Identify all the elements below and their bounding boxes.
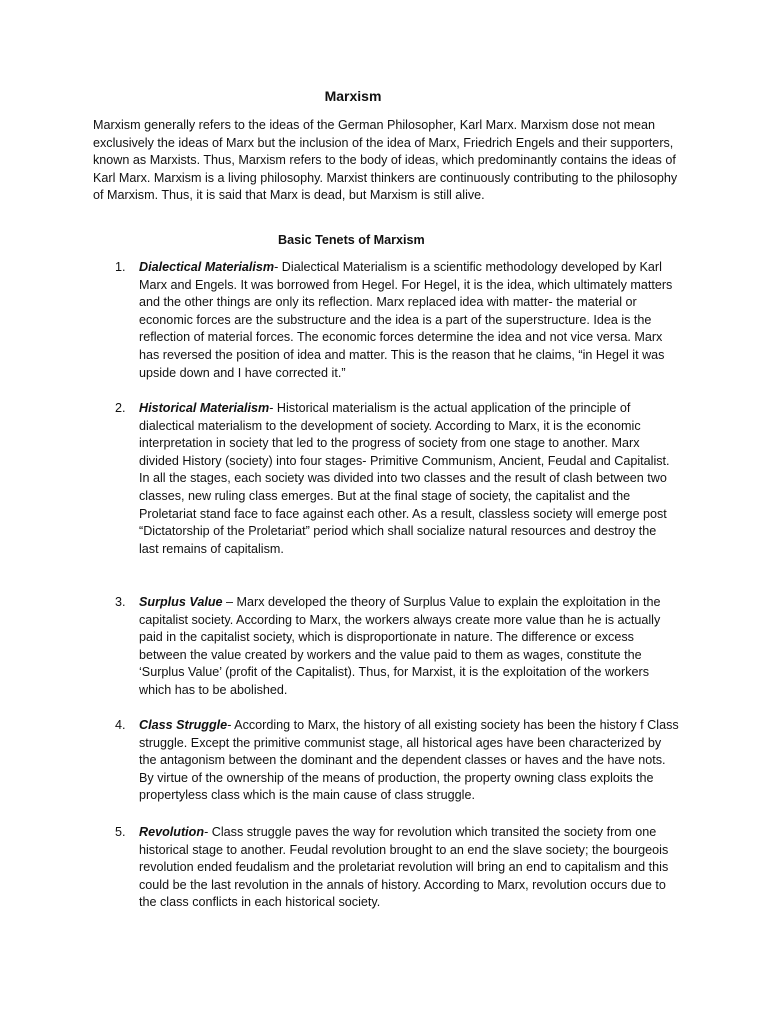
tenet-item-surplus-value (115, 594, 679, 700)
tenet-text: – Marx developed the theory of Surplus Value to explain the exploitation in the capitalist society. According to Marx, the workers always create more value than he is actually paid in the capitalist society, which is disproportionate in nature. The difference or excess between the value created by workers and the value paid to them as wages, constitute the ‘Surplus Value’ (profit of the Capitalist). Thus, for Marxist, it is the exploitation of the workers which has to be abolished. (139, 595, 661, 697)
section-heading: Basic Tenets of Marxism (278, 233, 425, 247)
tenet-term: Revolution (139, 825, 205, 839)
tenet-term: Surplus Value (139, 595, 223, 609)
tenet-item-revolution (115, 824, 679, 912)
tenet-term: Historical Materialism (139, 401, 270, 415)
intro-paragraph: Marxism generally refers to the ideas of the German Philosopher, Karl Marx. Marxism dose not mean exclusively the ideas of Marx but the inclusion of the idea of Marx, Friedrich Engels and their supporters, known as Marxists. Thus, Marxism refers to the body of ideas, which predominantly contains the ideas of Karl Marx. Marxism is a living philosophy. Marxist thinkers are continuously contributing to the philosophy of Marxism. Thus, it is said that Marx is dead, but Marxism is still alive. (93, 118, 678, 203)
list-number: 2. (115, 401, 126, 415)
tenet-term: Class Struggle (139, 718, 228, 732)
document-title: Marxism (324, 88, 382, 104)
tenet-text: - Dialectical Materialism is a scientific methodology developed by Karl Marx and Engels. It was borrowed from Hegel. For Hegel, it is the idea, which ultimately matters and the other things are only its reflection. Marx replaced idea with matter- the material or economic forces are the substructure and the idea is a part of the superstructure. Idea is the reflection of material forces. The economic forces determine the idea and not vice versa. Marx has reversed the position of idea and matter. This is the reason that he claims, “in Hegel it was upside down and I have corrected it.” (139, 260, 673, 380)
list-number: 5. (115, 825, 126, 839)
tenet-text: - According to Marx, the history of all existing society has been the history f Class struggle. Except the primitive communist stage, all historical ages have been characterized by the antagonism between the dominant and the dependent classes or haves and the have nots. By virtue of the ownership of the means of production, the property owning class exploits the propertyless class which is the main cause of class struggle. (139, 718, 679, 803)
tenet-item-historical-materialism (115, 400, 679, 558)
tenet-term: Dialectical Materialism (139, 260, 275, 274)
tenet-item-class-struggle (115, 717, 679, 805)
list-number: 1. (115, 260, 126, 274)
tenet-text: - Historical materialism is the actual application of the principle of dialectical materialism to the development of society. According to Marx, it is the economic interpretation in society that led to the progress of society from one stage to another. Marx divided History (society) into four stages- Primitive Communism, Ancient, Feudal and Capitalist. In all the stages, each society was divided into two classes and the result of clash between two classes, new ruling class emerges. But at the final stage of society, the capitalist and the Proletariat stand face to face against each other. As a result, classless society will emerge post “Dictatorship of the Proletariat” period which shall socialize natural resources and destroy the last remains of capitalism. (139, 401, 670, 556)
tenet-text: - Class struggle paves the way for revolution which transited the society from one historical stage to another. Feudal revolution brought to an end the slave society; the bourgeois revolution ended feudalism and the proletariat revolution will bring an end to capitalism and this could be the last revolution in the annals of history. According to Marx, revolution occurs due to the class conflicts in each historical society. (139, 825, 669, 910)
list-number: 3. (115, 595, 126, 609)
tenet-item-dialectical-materialism (115, 259, 679, 382)
list-number: 4. (115, 718, 126, 732)
